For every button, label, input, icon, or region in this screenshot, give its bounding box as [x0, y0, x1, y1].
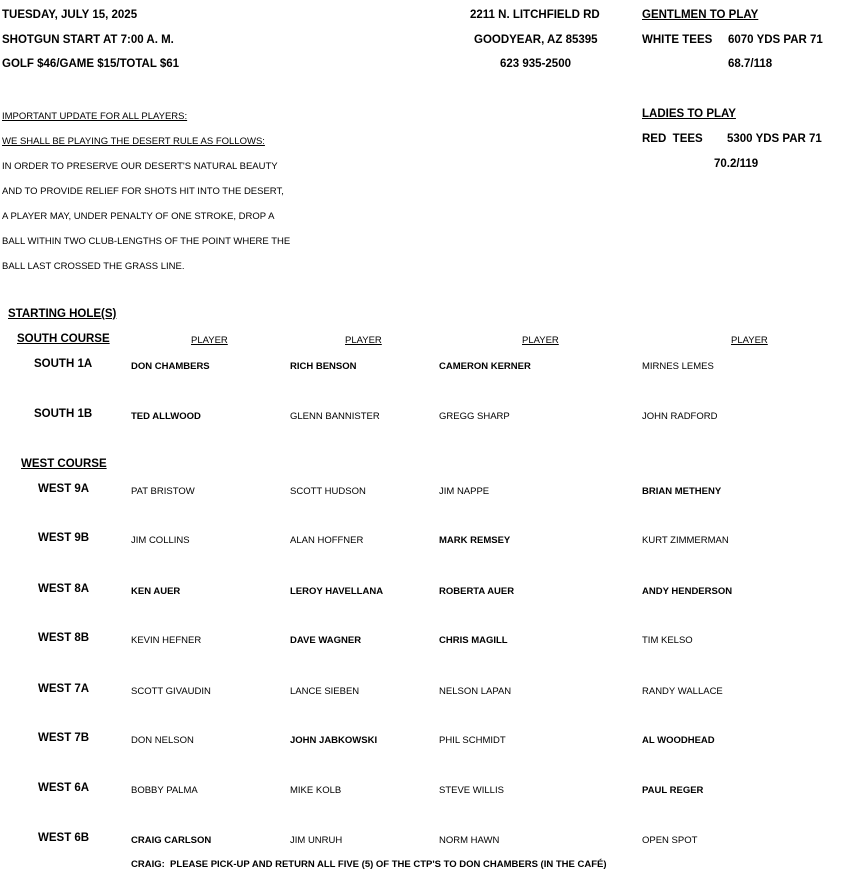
player-column-header: PLAYER [522, 335, 559, 346]
player-name: PHIL SCHMIDT [439, 735, 506, 746]
starting-holes-label: STARTING HOLE(S) [8, 308, 117, 320]
player-column-header: PLAYER [191, 335, 228, 346]
player-column-header: PLAYER [731, 335, 768, 346]
ladies-rating: 70.2/119 [714, 158, 759, 170]
hole-label: WEST 6A [38, 782, 90, 794]
player-name: KEN AUER [131, 586, 181, 597]
hole-label: WEST 7A [38, 683, 90, 695]
gentlemen-title: GENTLMEN TO PLAY [642, 9, 759, 21]
player-name: SCOTT GIVAUDIN [131, 686, 211, 697]
player-name: TIM KELSO [642, 635, 693, 646]
south-course-label: SOUTH COURSE [17, 333, 110, 345]
address-line-1: 2211 N. LITCHFIELD RD [470, 9, 600, 21]
player-name: JOHN RADFORD [642, 411, 718, 422]
player-name: AL WOODHEAD [642, 735, 715, 746]
hole-label: WEST 7B [38, 732, 90, 744]
player-name: NELSON LAPAN [439, 686, 512, 697]
notice-line: IMPORTANT UPDATE FOR ALL PLAYERS: [2, 111, 188, 122]
player-name: STEVE WILLIS [439, 785, 504, 796]
player-name: JOHN JABKOWSKI [290, 735, 378, 746]
player-name: CHRIS MAGILL [439, 635, 508, 646]
player-name: DON NELSON [131, 735, 194, 746]
player-name: LEROY HAVELLANA [290, 586, 384, 597]
player-name: ALAN HOFFNER [290, 535, 364, 546]
player-name: BRIAN METHENY [642, 486, 722, 497]
ladies-title: LADIES TO PLAY [642, 108, 736, 120]
player-name: JIM NAPPE [439, 486, 490, 497]
player-name: SCOTT HUDSON [290, 486, 366, 497]
gentlemen-yardage: 6070 YDS PAR 71 [728, 34, 823, 46]
player-name: PAUL REGER [642, 785, 704, 796]
gentlemen-tees: WHITE TEES [642, 34, 713, 46]
player-name: ROBERTA AUER [439, 586, 515, 597]
player-name: MIKE KOLB [290, 785, 342, 796]
date: TUESDAY, JULY 15, 2025 [2, 9, 138, 21]
player-name: JIM COLLINS [131, 535, 190, 546]
notice-line: WE SHALL BE PLAYING THE DESERT RULE AS FOLLOWS: [2, 136, 265, 147]
player-name: MARK REMSEY [439, 535, 511, 546]
player-name: CRAIG CARLSON [131, 835, 212, 846]
player-name: ANDY HENDERSON [642, 586, 733, 597]
notice-line: BALL WITHIN TWO CLUB-LENGTHS OF THE POINT WHERE THE [2, 236, 291, 247]
notice-line: AND TO PROVIDE RELIEF FOR SHOTS HIT INTO THE DESERT, [2, 186, 284, 197]
address-line-2: GOODYEAR, AZ 85395 [474, 34, 598, 46]
gentlemen-rating: 68.7/118 [728, 58, 773, 70]
hole-label: WEST 8A [38, 583, 90, 595]
player-name: KURT ZIMMERMAN [642, 535, 729, 546]
hole-label: WEST 8B [38, 632, 90, 644]
cost: GOLF $46/GAME $15/TOTAL $61 [2, 58, 180, 70]
player-name: MIRNES LEMES [642, 361, 714, 372]
hole-label: WEST 9A [38, 483, 90, 495]
player-name: RICH BENSON [290, 361, 357, 372]
ladies-yardage: 5300 YDS PAR 71 [727, 133, 822, 145]
player-name: DON CHAMBERS [131, 361, 210, 372]
notice-line: BALL LAST CROSSED THE GRASS LINE. [2, 261, 185, 272]
notice-line: IN ORDER TO PRESERVE OUR DESERT'S NATURAL BEAUTY [2, 161, 278, 172]
player-name: GLENN BANNISTER [290, 411, 380, 422]
player-name: TED ALLWOOD [131, 411, 201, 422]
start-time: SHOTGUN START AT 7:00 A. M. [2, 34, 174, 46]
player-name: JIM UNRUH [290, 835, 343, 846]
player-name: RANDY WALLACE [642, 686, 723, 697]
west-course-label: WEST COURSE [21, 458, 107, 470]
player-name: NORM HAWN [439, 835, 500, 846]
hole-label: WEST 9B [38, 532, 90, 544]
footer-note: CRAIG: PLEASE PICK-UP AND RETURN ALL FIVE (5) OF THE CTP'S TO DON CHAMBERS (IN THE CAFÉ) [131, 859, 607, 870]
player-name: KEVIN HEFNER [131, 635, 202, 646]
notice-line: A PLAYER MAY, UNDER PENALTY OF ONE STROKE, DROP A [2, 211, 275, 222]
player-name: BOBBY PALMA [131, 785, 198, 796]
hole-label: SOUTH 1A [34, 358, 93, 370]
hole-label: SOUTH 1B [34, 408, 93, 420]
player-name: OPEN SPOT [642, 835, 698, 846]
player-name: PAT BRISTOW [131, 486, 195, 497]
ladies-tees: RED TEES [642, 133, 703, 145]
player-name: LANCE SIEBEN [290, 686, 360, 697]
hole-label: WEST 6B [38, 832, 90, 844]
player-name: DAVE WAGNER [290, 635, 362, 646]
player-name: CAMERON KERNER [439, 361, 531, 372]
player-name: GREGG SHARP [439, 411, 510, 422]
phone: 623 935-2500 [500, 58, 571, 70]
player-column-header: PLAYER [345, 335, 382, 346]
